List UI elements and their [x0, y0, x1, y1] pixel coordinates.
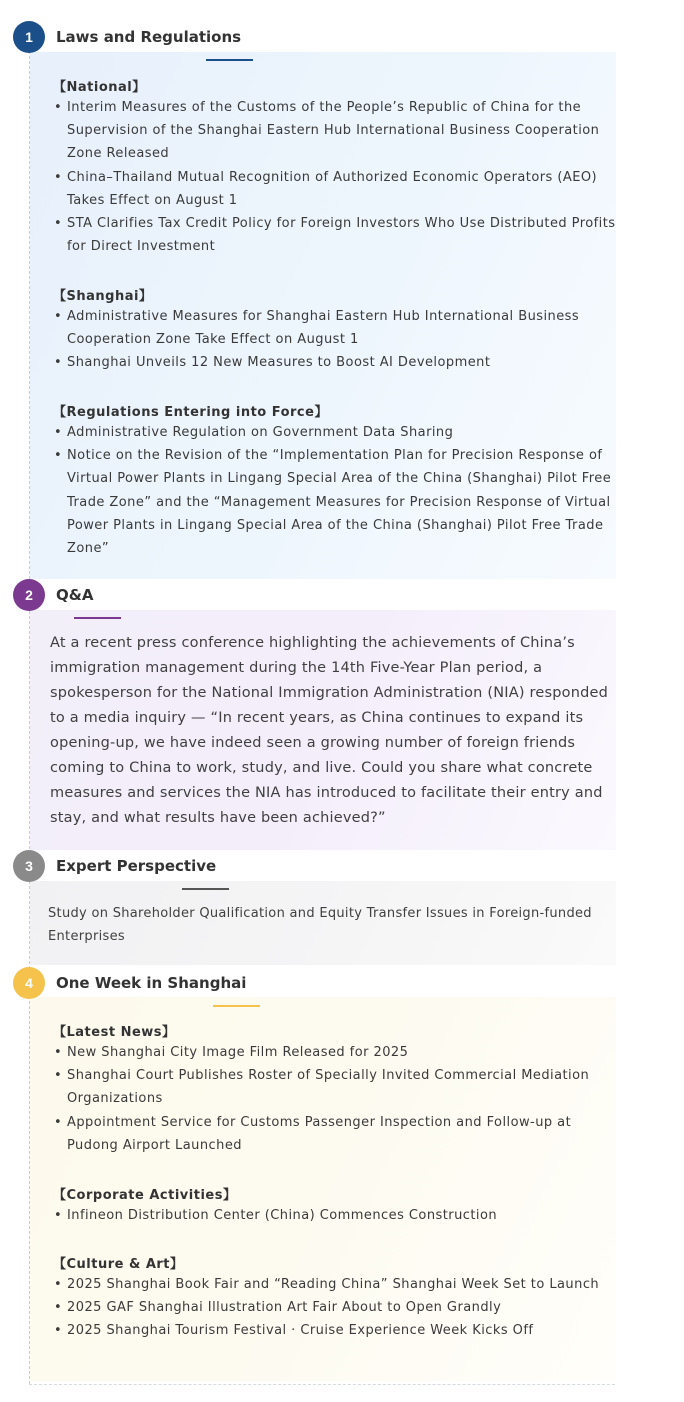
bullet-icon: •	[54, 1277, 63, 1292]
bottom-divider	[29, 1384, 615, 1385]
shanghai-list	[54, 305, 619, 375]
group-heading-culture: 【Culture & Art】	[53, 1257, 184, 1272]
list-item-text: 2025 Shanghai Book Fair and “Reading China” Shanghai Week Set to Launch	[67, 1277, 600, 1292]
list-item[interactable]	[54, 1111, 619, 1157]
corporate-list	[54, 1204, 619, 1227]
list-item[interactable]	[54, 1319, 619, 1342]
bullet-icon: •	[54, 355, 63, 371]
list-item-text: Interim Measures of the Customs of the People’s Republic of China for the Supervision of the Shanghai Eastern Hub International Business Cooperation Zone Released	[67, 100, 600, 162]
section-4-number-badge: 4	[13, 967, 45, 999]
list-item-text: Shanghai Unveils 12 New Measures to Boost AI Development	[67, 355, 491, 371]
national-list	[54, 96, 619, 258]
list-item-text: Administrative Regulation on Government Data Sharing	[67, 425, 454, 440]
list-item-text: Appointment Service for Customs Passenger Inspection and Follow-up at Pudong Airport Launched	[67, 1114, 572, 1153]
regulations-list	[54, 421, 619, 560]
bullet-icon: •	[54, 1323, 63, 1339]
section-1-number-badge: 1	[13, 21, 45, 53]
list-item[interactable]	[54, 1273, 619, 1296]
group-heading-regulations: 【Regulations Entering into Force】	[53, 405, 328, 420]
group-heading-national: 【National】	[53, 80, 146, 95]
bullet-icon: •	[54, 1068, 63, 1084]
section-2-number-badge: 2	[13, 579, 45, 611]
list-item-text: Shanghai Court Publishes Roster of Specially Invited Commercial Mediation Organizations	[67, 1068, 590, 1107]
section-4-underline	[213, 1005, 260, 1007]
list-item-text: STA Clarifies Tax Credit Policy for Foreign Investors Who Use Distributed Profits for Direct Investment	[67, 216, 616, 255]
list-item[interactable]	[54, 444, 619, 560]
list-item[interactable]	[54, 1204, 619, 1227]
list-item-text: Administrative Measures for Shanghai Eastern Hub International Business Cooperation Zone Take Effect on August 1	[67, 309, 580, 348]
bullet-icon: •	[54, 1045, 63, 1060]
bullet-icon: •	[54, 1300, 63, 1316]
list-item-text: 2025 Shanghai Tourism Festival · Cruise Experience Week Kicks Off	[67, 1323, 534, 1339]
list-item[interactable]	[54, 212, 619, 258]
list-item-text: New Shanghai City Image Film Released for 2025	[67, 1045, 409, 1060]
culture-list	[54, 1273, 619, 1343]
list-item[interactable]	[54, 166, 619, 212]
qa-paragraph[interactable]: At a recent press conference highlighting the achievements of China’s immigration management during the 14th Five-Year Plan period, a spokesperson for the National Immigration Administration (NIA) responded to a media inquiry — “In recent years, as China continues to expand its opening-up, we have indeed seen a growing number of foreign friends coming to China to work, study, and live. Could you share what concrete measures and services the NIA has introduced to facilitate their entry and stay, and what results have been achieved?”	[50, 635, 609, 826]
section-2-underline	[74, 617, 121, 619]
list-item[interactable]	[54, 421, 619, 444]
group-heading-corporate: 【Corporate Activities】	[53, 1188, 237, 1203]
list-item[interactable]	[54, 1041, 619, 1064]
bullet-icon: •	[54, 448, 63, 464]
section-1-title[interactable]: Laws and Regulations	[56, 28, 242, 46]
list-item[interactable]	[54, 1296, 619, 1319]
bullet-icon: •	[54, 100, 63, 115]
list-item-text: 2025 GAF Shanghai Illustration Art Fair About to Open Grandly	[67, 1300, 502, 1316]
list-item[interactable]	[54, 1064, 619, 1110]
section-4-title[interactable]: One Week in Shanghai	[56, 974, 247, 992]
bullet-icon: •	[54, 216, 63, 232]
list-item[interactable]	[54, 351, 619, 374]
group-heading-latest-news: 【Latest News】	[53, 1025, 176, 1040]
bullet-icon: •	[54, 169, 63, 185]
section-2-title[interactable]: Q&A	[56, 586, 94, 604]
bullet-icon: •	[54, 309, 63, 324]
bullet-icon: •	[54, 1208, 63, 1223]
section-3-number-badge: 3	[13, 850, 45, 882]
section-1-underline	[206, 59, 253, 61]
group-heading-shanghai: 【Shanghai】	[53, 289, 153, 304]
list-item-text: Infineon Distribution Center (China) Commences Construction	[67, 1208, 498, 1223]
list-item-text: Notice on the Revision of the “Implementation Plan for Precision Response of Virtual Power Plants in Lingang Special Area of the China (Shanghai) Pilot Free Trade Zone” and the “Management Measures for Precision Response of Virtual Power Plants in Lingang Special Area of the China (Shanghai) Pilot Free Trade Zone”	[67, 448, 612, 557]
section-3-underline	[182, 888, 229, 890]
bullet-icon: •	[54, 1114, 63, 1130]
list-item[interactable]	[54, 305, 619, 351]
latest-news-list	[54, 1041, 619, 1157]
section-3-title[interactable]: Expert Perspective	[56, 857, 217, 875]
bullet-icon: •	[54, 425, 63, 440]
list-item-text: China–Thailand Mutual Recognition of Authorized Economic Operators (AEO) Takes Effect on August 1	[67, 169, 598, 208]
list-item[interactable]	[54, 96, 619, 166]
expert-article-link[interactable]: Study on Shareholder Qualification and Equity Transfer Issues in Foreign-funded Enterprises	[48, 906, 592, 944]
